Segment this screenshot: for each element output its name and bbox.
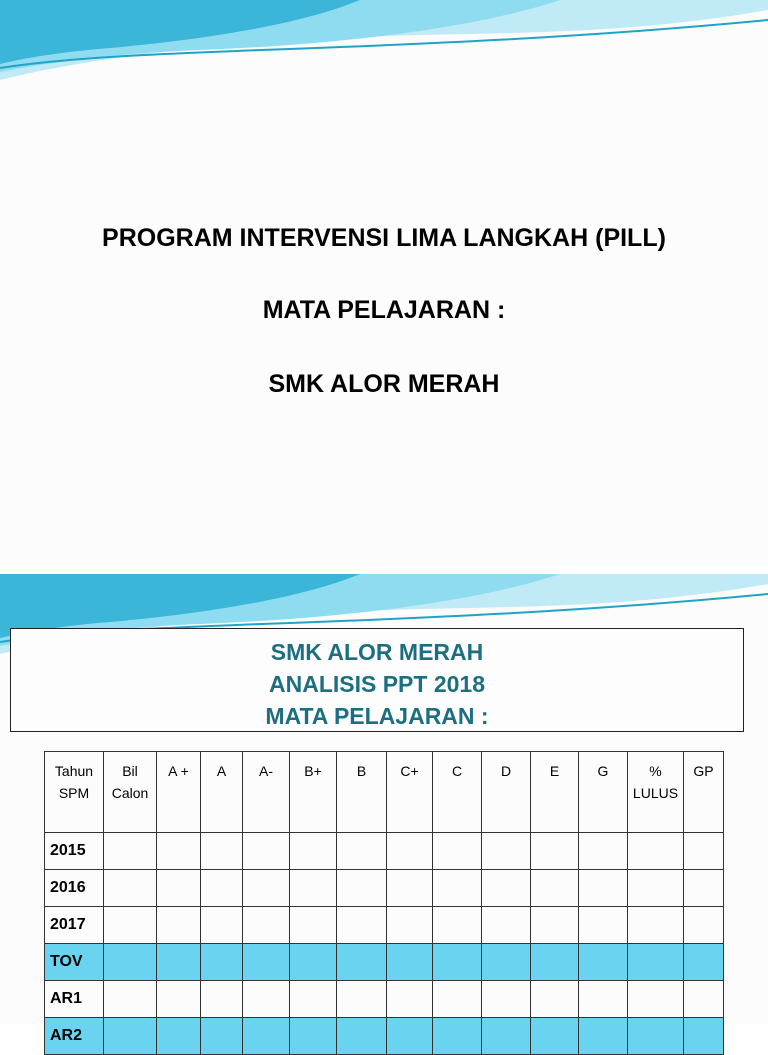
table-cell	[531, 981, 579, 1018]
column-header: G	[579, 752, 628, 833]
table-cell	[387, 944, 433, 981]
header-subject: MATA PELAJARAN :	[265, 703, 489, 729]
table-cell	[157, 907, 201, 944]
column-header: C	[433, 752, 482, 833]
table-cell	[387, 907, 433, 944]
table-row	[45, 870, 724, 907]
table-cell	[243, 981, 290, 1018]
column-header: GP	[684, 752, 724, 833]
table-row	[45, 907, 724, 944]
table-cell	[290, 1018, 337, 1055]
table-cell	[387, 833, 433, 870]
table-cell	[290, 981, 337, 1018]
table-cell	[201, 870, 243, 907]
row-label: 2016	[45, 870, 104, 907]
table-cell	[531, 944, 579, 981]
table-cell	[531, 870, 579, 907]
table-cell	[482, 833, 531, 870]
table-cell	[684, 833, 724, 870]
table-cell	[628, 870, 684, 907]
table-cell	[201, 981, 243, 1018]
table-cell	[157, 1018, 201, 1055]
table-cell	[579, 833, 628, 870]
row-label: TOV	[45, 944, 104, 981]
table-cell	[684, 944, 724, 981]
table-cell	[579, 907, 628, 944]
table-cell	[104, 944, 157, 981]
program-title: PROGRAM INTERVENSI LIMA LANGKAH (PILL)	[102, 224, 666, 252]
column-header: C+	[387, 752, 433, 833]
table-cell	[337, 1018, 387, 1055]
column-header: A +	[157, 752, 201, 833]
table-cell	[337, 981, 387, 1018]
column-header: D	[482, 752, 531, 833]
column-header: A	[201, 752, 243, 833]
table-cell	[433, 981, 482, 1018]
table-cell	[482, 907, 531, 944]
table-cell	[531, 907, 579, 944]
table-cell	[433, 907, 482, 944]
table-cell	[337, 907, 387, 944]
table-cell	[201, 833, 243, 870]
table-cell	[579, 870, 628, 907]
subject-label: MATA PELAJARAN :	[262, 296, 506, 324]
column-header: Bil Calon	[104, 752, 157, 833]
table-cell	[579, 1018, 628, 1055]
table-cell	[433, 870, 482, 907]
column-header: B	[337, 752, 387, 833]
table-cell	[337, 833, 387, 870]
table-cell	[531, 833, 579, 870]
table-row	[45, 1018, 724, 1055]
table-cell	[387, 1018, 433, 1055]
analysis-slide	[0, 574, 768, 1044]
column-header: E	[531, 752, 579, 833]
table-cell	[104, 1018, 157, 1055]
header-school: SMK ALOR MERAH	[270, 639, 484, 665]
table-cell	[243, 1018, 290, 1055]
table-cell	[628, 907, 684, 944]
table-cell	[337, 870, 387, 907]
table-cell	[387, 870, 433, 907]
table-cell	[157, 833, 201, 870]
analysis-header-box	[10, 628, 744, 732]
table-cell	[433, 833, 482, 870]
table-header-row	[45, 752, 724, 833]
row-label: 2017	[45, 907, 104, 944]
table-cell	[201, 907, 243, 944]
table-row	[45, 944, 724, 981]
table-cell	[243, 944, 290, 981]
table-cell	[684, 981, 724, 1018]
table-row	[45, 833, 724, 870]
column-header: Tahun SPM	[45, 752, 104, 833]
table-cell	[290, 870, 337, 907]
table-cell	[579, 981, 628, 1018]
wave-decoration	[0, 0, 768, 90]
table-cell	[433, 944, 482, 981]
table-cell	[684, 907, 724, 944]
table-cell	[104, 907, 157, 944]
table-cell	[387, 981, 433, 1018]
table-cell	[157, 870, 201, 907]
table-cell	[337, 944, 387, 981]
table-cell	[290, 907, 337, 944]
table-cell	[243, 907, 290, 944]
table-cell	[104, 981, 157, 1018]
results-table	[44, 751, 724, 1055]
table-cell	[243, 833, 290, 870]
table-cell	[201, 944, 243, 981]
slide-gap	[0, 566, 768, 574]
table-cell	[628, 1018, 684, 1055]
table-cell	[482, 944, 531, 981]
table-cell	[104, 870, 157, 907]
table-cell	[104, 833, 157, 870]
table-cell	[290, 833, 337, 870]
header-analysis: ANALISIS PPT 2018	[268, 671, 486, 697]
row-label: AR1	[45, 981, 104, 1018]
column-header: A-	[243, 752, 290, 833]
column-header: % LULUS	[628, 752, 684, 833]
table-cell	[684, 870, 724, 907]
table-cell	[243, 870, 290, 907]
table-cell	[482, 870, 531, 907]
school-name: SMK ALOR MERAH	[268, 370, 500, 398]
table-cell	[628, 944, 684, 981]
table-cell	[433, 1018, 482, 1055]
table-cell	[482, 1018, 531, 1055]
table-cell	[201, 1018, 243, 1055]
table-cell	[531, 1018, 579, 1055]
table-cell	[628, 981, 684, 1018]
column-header: B+	[290, 752, 337, 833]
table-row	[45, 981, 724, 1018]
table-cell	[628, 833, 684, 870]
table-cell	[684, 1018, 724, 1055]
table-cell	[157, 944, 201, 981]
table-cell	[482, 981, 531, 1018]
row-label: 2015	[45, 833, 104, 870]
table-cell	[157, 981, 201, 1018]
table-cell	[290, 944, 337, 981]
table-cell	[579, 944, 628, 981]
row-label: AR2	[45, 1018, 104, 1055]
